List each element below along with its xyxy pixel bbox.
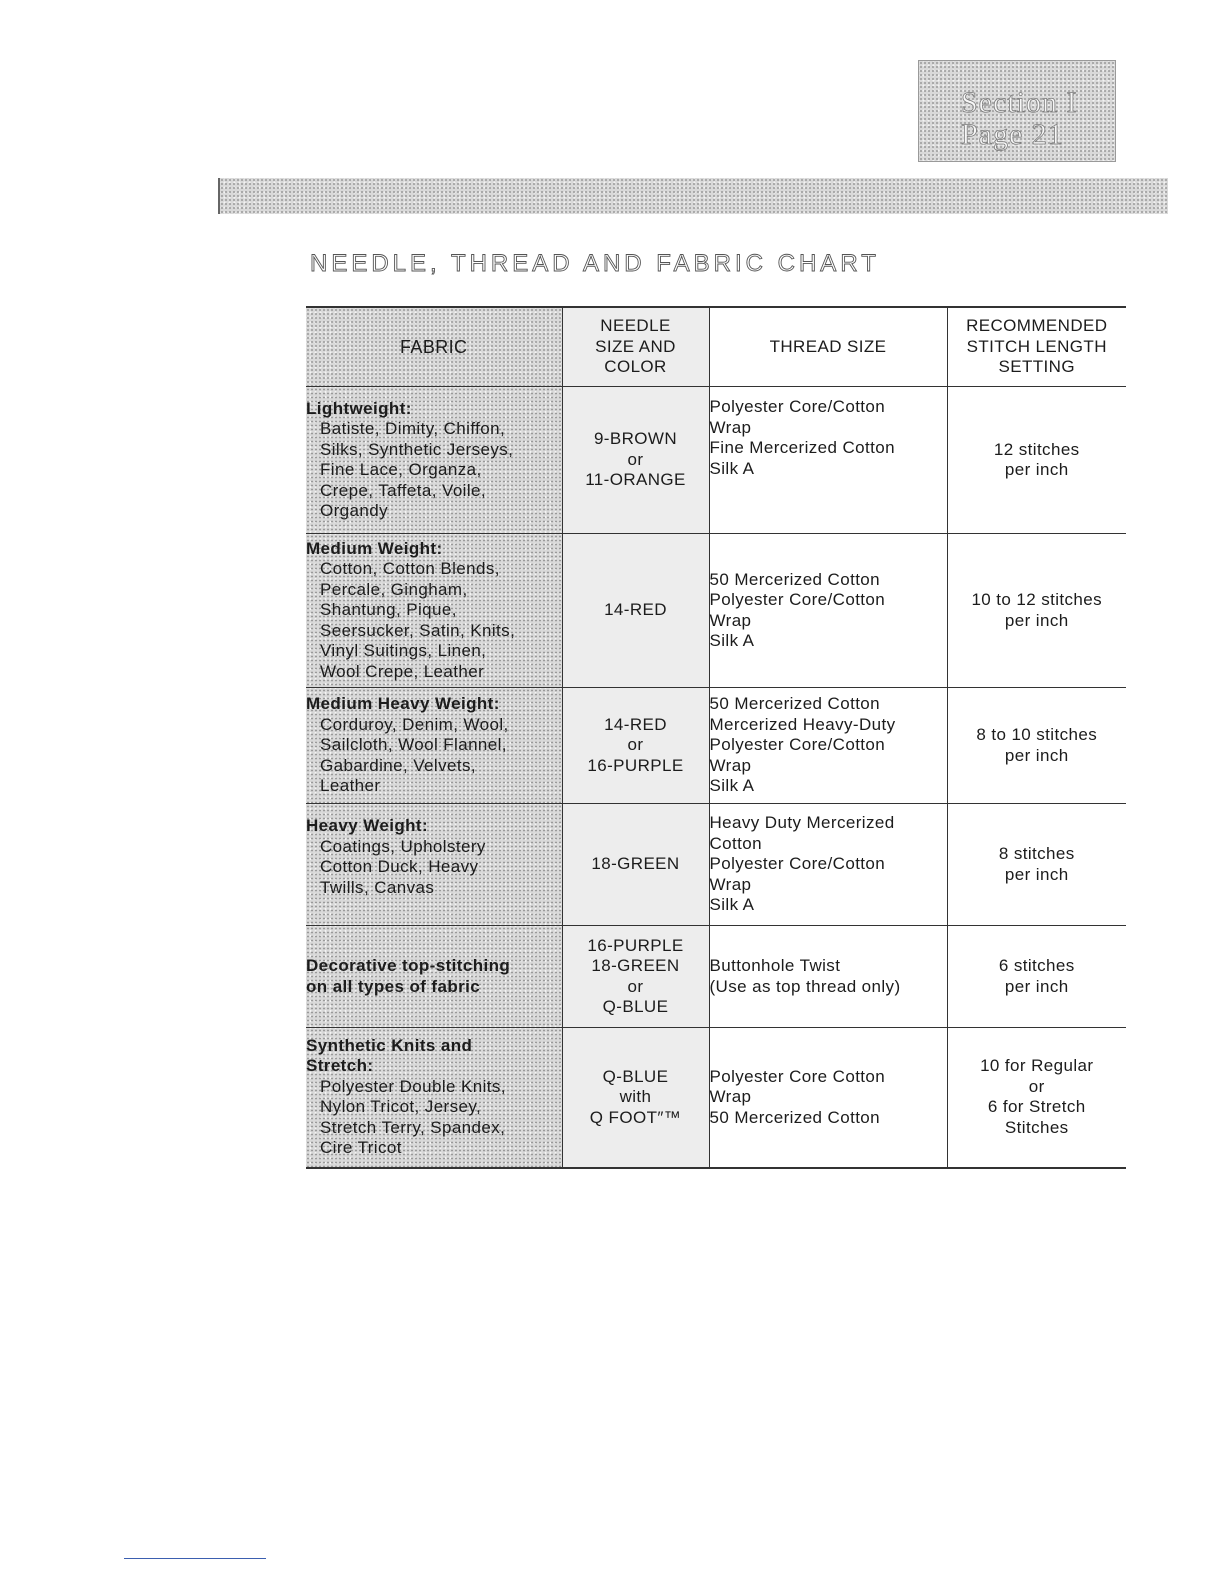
page-label: Page 21	[961, 118, 1064, 151]
table-row	[306, 387, 1126, 534]
stitch-cell: 8 to 10 stitches per inch	[947, 688, 1126, 804]
section-label: Section I	[961, 86, 1078, 119]
table-row	[306, 534, 1126, 688]
table-row	[306, 688, 1126, 804]
needle-cell: 14-RED	[562, 534, 709, 688]
stitch-cell: 6 stitches per inch	[947, 926, 1126, 1028]
thread-cell: Polyester Core Cotton Wrap 50 Mercerized Cotton	[709, 1028, 947, 1168]
needle-cell: 9-BROWN or 11-ORANGE	[562, 387, 709, 534]
table-header-row	[306, 307, 1126, 387]
needle-thread-fabric-table	[306, 306, 1126, 1169]
header-stitch: RECOMMENDED STITCH LENGTH SETTING	[947, 307, 1126, 387]
fabric-cell: Decorative top-stitching on all types of fabric	[306, 926, 562, 1028]
needle-cell: Q-BLUE with Q FOOT″™	[562, 1028, 709, 1168]
stitch-cell: 12 stitches per inch	[947, 387, 1126, 534]
header-fabric: FABRIC	[306, 307, 562, 387]
stitch-cell: 8 stitches per inch	[947, 804, 1126, 926]
thread-cell: 50 Mercerized Cotton Polyester Core/Cotton Wrap Silk A	[709, 534, 947, 688]
fabric-cell: Heavy Weight: Coatings, Upholstery Cotton Duck, Heavy Twills, Canvas	[306, 804, 562, 926]
thread-cell: Heavy Duty Mercerized Cotton Polyester Core/Cotton Wrap Silk A	[709, 804, 947, 926]
thread-cell: 50 Mercerized Cotton Mercerized Heavy-Duty Polyester Core/Cotton Wrap Silk A	[709, 688, 947, 804]
needle-cell: 14-RED or 16-PURPLE	[562, 688, 709, 804]
chart-title: NEEDLE, THREAD AND FABRIC CHART	[310, 250, 880, 277]
stitch-cell: 10 for Regular or 6 for Stretch Stitches	[947, 1028, 1126, 1168]
footer-rule	[124, 1558, 266, 1559]
header-thread: THREAD SIZE	[709, 307, 947, 387]
fabric-cell: Medium Weight: Cotton, Cotton Blends, Percale, Gingham, Shantung, Pique, Seersucker, Satin, Knits, Vinyl Suitings, Linen, Wool Crepe, Leather	[306, 534, 562, 688]
table-row	[306, 926, 1126, 1028]
header-needle: NEEDLE SIZE AND COLOR	[562, 307, 709, 387]
thread-cell: Buttonhole Twist (Use as top thread only)	[709, 926, 947, 1028]
fabric-cell: Lightweight: Batiste, Dimity, Chiffon, Silks, Synthetic Jerseys, Fine Lace, Organza, Crepe, Taffeta, Voile, Organdy	[306, 387, 562, 534]
table-row	[306, 804, 1126, 926]
fabric-cell: Medium Heavy Weight: Corduroy, Denim, Wool, Sailcloth, Wool Flannel, Gabardine, Velvets, Leather	[306, 688, 562, 804]
header-band	[218, 178, 1168, 214]
thread-cell: Polyester Core/Cotton Wrap Fine Mercerized Cotton Silk A	[709, 387, 947, 534]
needle-cell: 16-PURPLE 18-GREEN or Q-BLUE	[562, 926, 709, 1028]
needle-cell: 18-GREEN	[562, 804, 709, 926]
section-page-label	[918, 60, 1116, 162]
table-row	[306, 1028, 1126, 1168]
fabric-cell: Synthetic Knits and Stretch: Polyester Double Knits, Nylon Tricot, Jersey, Stretch Terry, Spandex, Cire Tricot	[306, 1028, 562, 1168]
stitch-cell: 10 to 12 stitches per inch	[947, 534, 1126, 688]
